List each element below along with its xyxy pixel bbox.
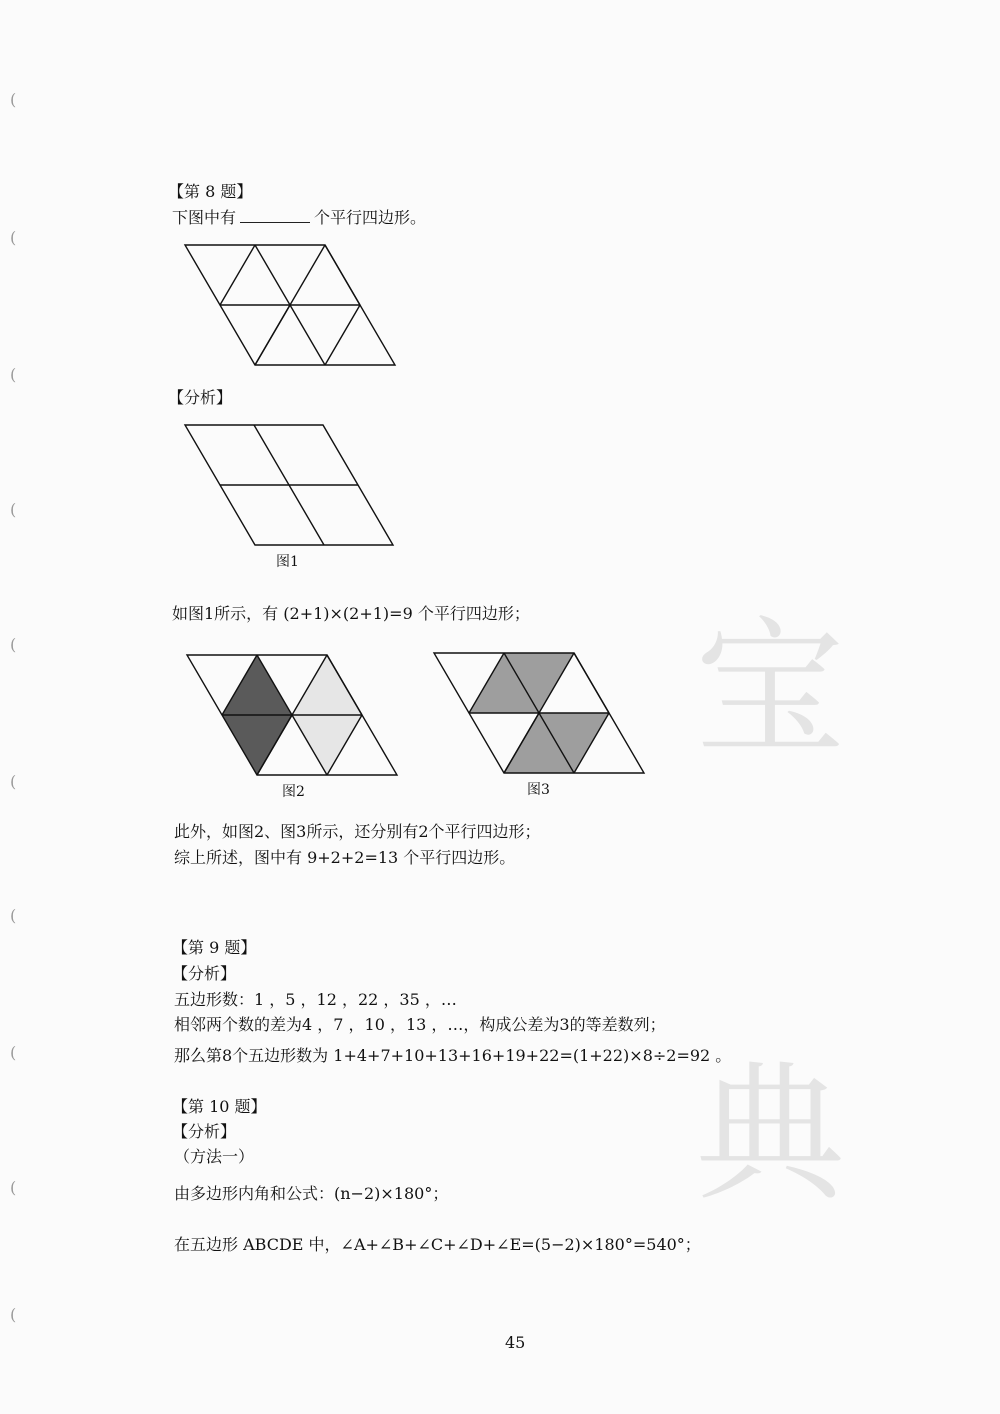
answer-blank xyxy=(240,208,310,223)
binder-mark: ( xyxy=(10,1305,17,1324)
q9-line1: 五边形数：1 ，5 ，12 ，22 ，35 ，… xyxy=(174,990,457,1009)
q10-method: （方法一） xyxy=(174,1147,255,1166)
binder-mark: ( xyxy=(10,635,17,654)
q8-prompt-before: 下图中有 xyxy=(172,208,237,227)
binder-mark: ( xyxy=(10,1178,17,1197)
q8-prompt-after: 个平行四边形。 xyxy=(314,208,427,227)
binder-mark: ( xyxy=(10,90,17,109)
q8-line3: 综上所述，图中有 9+2+2=13 个平行四边形。 xyxy=(174,848,516,867)
q10-heading: 【第 10 题】 xyxy=(172,1097,267,1116)
binder-mark: ( xyxy=(10,906,17,925)
q8-figure-1 xyxy=(183,423,398,548)
q8-figure-2 xyxy=(185,653,400,778)
q8-analysis-heading: 【分析】 xyxy=(168,388,233,407)
q10-line1: 由多边形内角和公式：(n−2)×180°； xyxy=(174,1184,449,1203)
q8-figure-3 xyxy=(432,651,647,776)
watermark-character: 典 xyxy=(695,1048,846,1222)
q8-prompt xyxy=(172,208,426,228)
q8-line2: 此外，如图2、图3所示，还分别有2个平行四边形； xyxy=(174,822,541,841)
fig1-caption: 图1 xyxy=(276,554,299,570)
q9-heading: 【第 9 题】 xyxy=(172,938,257,957)
fig2-caption: 图2 xyxy=(282,784,305,800)
q9-line3: 那么第8个五边形数为 1+4+7+10+13+16+19+22=(1+22)×8÷2=92 。 xyxy=(174,1046,732,1065)
q8-question-figure xyxy=(180,240,400,370)
fig3-caption: 图3 xyxy=(527,782,550,798)
binder-mark: ( xyxy=(10,1043,17,1062)
q8-heading: 【第 8 题】 xyxy=(168,182,253,201)
binder-mark: ( xyxy=(10,228,17,247)
binder-mark: ( xyxy=(10,500,17,519)
q10-line2: 在五边形 ABCDE 中，∠A+∠B+∠C+∠D+∠E=(5−2)×180°=540°； xyxy=(174,1235,701,1254)
q9-analysis-heading: 【分析】 xyxy=(172,964,237,983)
q10-analysis-heading: 【分析】 xyxy=(172,1122,237,1141)
page-number: 45 xyxy=(505,1333,526,1352)
q8-line1: 如图1所示，有 (2+1)×(2+1)=9 个平行四边形； xyxy=(172,604,530,623)
binder-mark: ( xyxy=(10,365,17,384)
q9-line2: 相邻两个数的差为4 ，7 ，10 ，13 ，…，构成公差为3的等差数列； xyxy=(174,1015,666,1034)
binder-mark: ( xyxy=(10,772,17,791)
watermark-character: 宝 xyxy=(695,603,846,777)
